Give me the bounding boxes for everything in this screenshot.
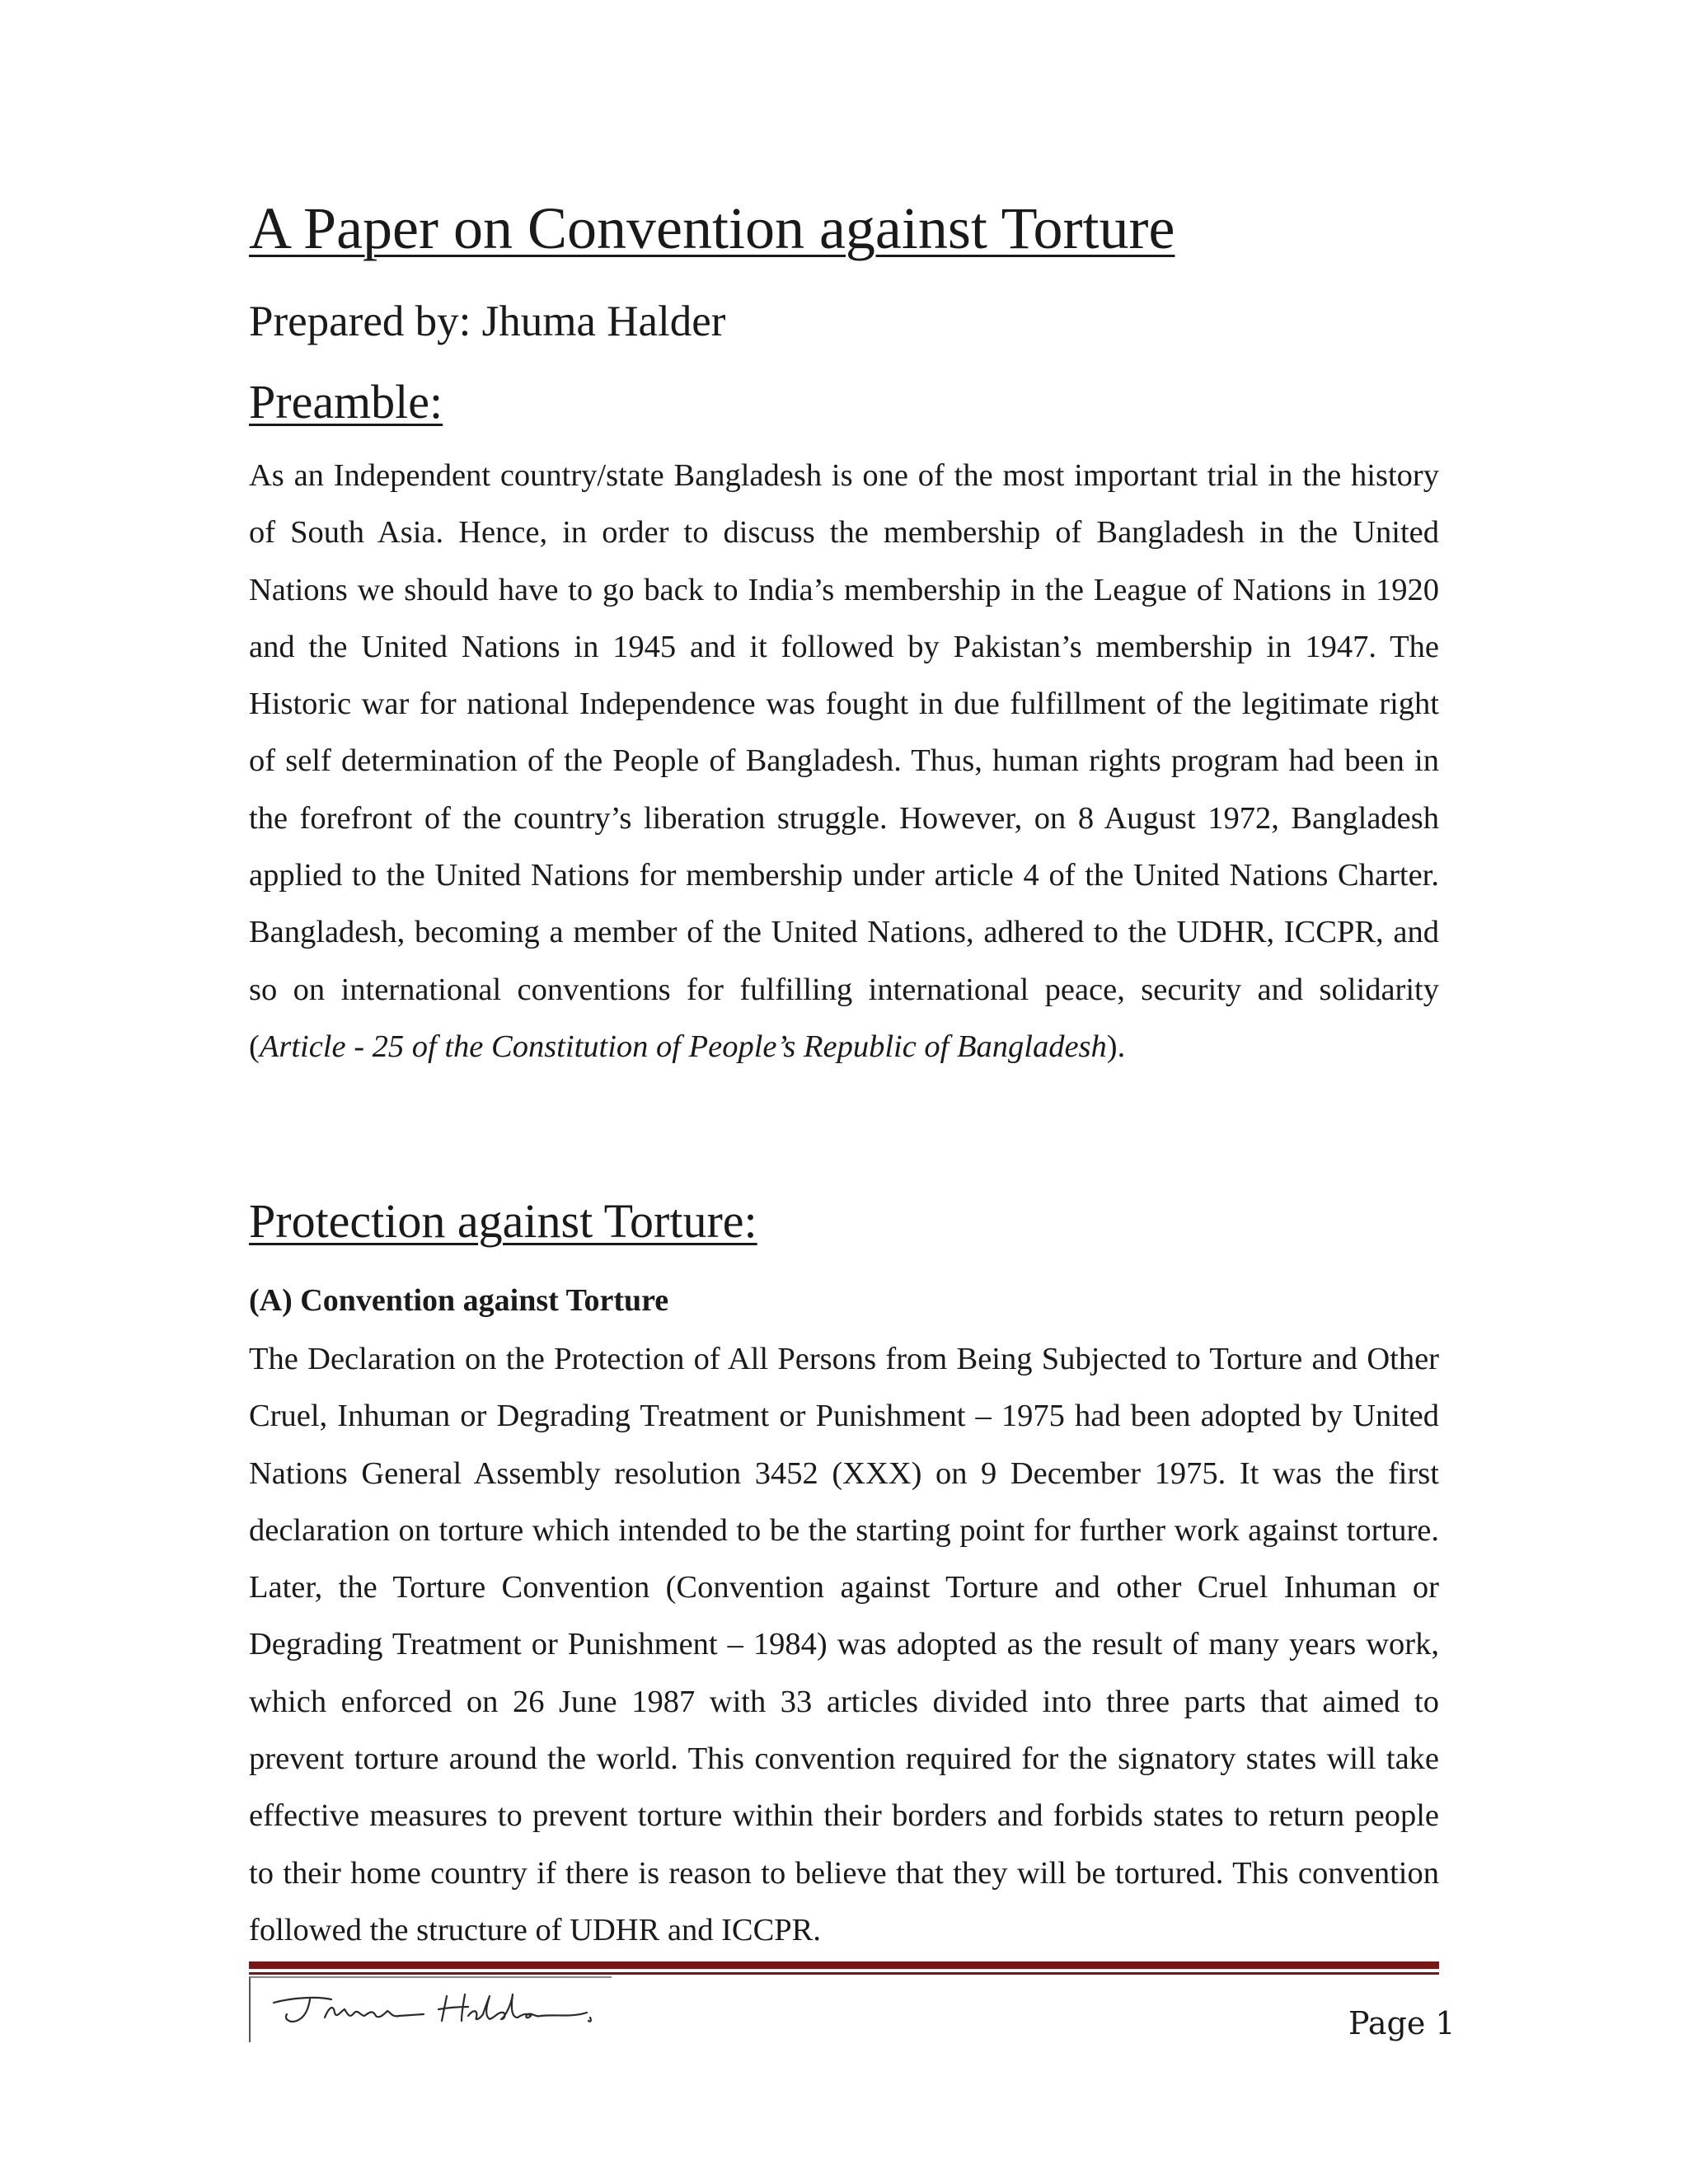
preamble-paragraph xyxy=(249,448,1439,1076)
footer-divider-thin xyxy=(249,1972,1439,1975)
footer-divider-thick xyxy=(249,1961,1439,1969)
document-title: A Paper on Convention against Torture xyxy=(249,195,1175,261)
signature-box xyxy=(249,1976,612,2042)
convention-subheading: (A) Convention against Torture xyxy=(249,1283,669,1318)
convention-paragraph: The Declaration on the Protection of All Persons from Being Subjected to Torture and Other Cruel, Inhuman or Degrading Treatment or Punishment – 1975 had been adopted by United Nations General Assembly resolution 3452 (XXX) on 9 December 1975. It was the first declaration on torture which intended to be the starting point for further work against torture. Later, the Torture Convention (Convention against Torture and other Cruel Inhuman or Degrading Treatment or Punishment – 1984) was adopted as the result of many years work, which enforced on 26 June 1987 with 33 articles divided into three parts that aimed to prevent torture around the world. This convention required for the signatory states will take effective measures to prevent torture within their borders and forbids states to return people to their home country if there is reason to believe that they will be tortured. This convention followed the structure of UDHR and ICCPR. xyxy=(249,1342,1439,1947)
constitution-citation: Article - 25 of the Constitution of People’s Republic of Bangladesh xyxy=(259,1029,1107,1064)
preamble-text: As an Independent country/state Bangladesh is one of the most important trial in the history of South Asia. Hence, in order to discuss the membership of Bangladesh in the United Nations we should have to go back to India’s membership in the League of Nations in 1920 and the United Nations in 1945 and it followed by Pakistan’s membership in 1947. The Historic war for national Independence was fought in due fulfillment of the legitimate right of self determination of the People of Bangladesh. Thus, human rights program had been in the forefront of the country’s liberation struggle. However, on 8 August 1972, Bangladesh applied to the United Nations for membership under article 4 of the United Nations Charter. Bangladesh, becoming a member of the United Nations, adhered to the UDHR, ICCPR, and so on international conventions for fulfilling international peace, security and solidarity ( xyxy=(249,458,1439,1064)
prepared-by-line: Prepared by: Jhuma Halder xyxy=(249,298,726,345)
handwritten-signature xyxy=(267,1985,597,2034)
protection-heading: Protection against Torture: xyxy=(249,1194,757,1248)
page-number: Page 1 xyxy=(1348,2005,1456,2041)
preamble-text-end: ). xyxy=(1106,1029,1126,1064)
preamble-heading: Preamble: xyxy=(249,375,443,429)
